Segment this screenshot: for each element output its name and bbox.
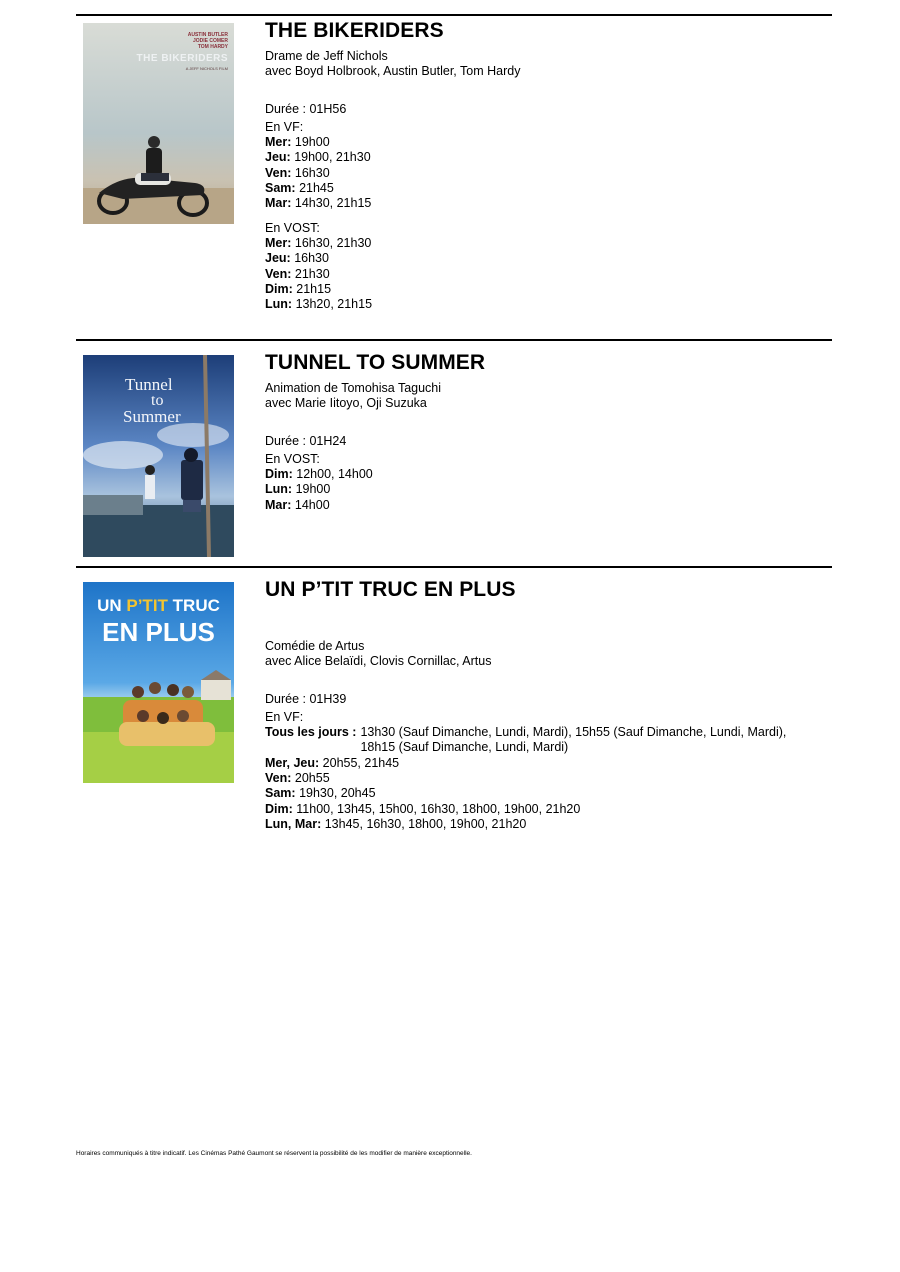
schedule-row [265, 756, 825, 771]
version-label-vf: En VF: [265, 709, 304, 724]
schedule-row [265, 282, 825, 297]
schedule-times: 12h00, 14h00 [296, 467, 373, 482]
schedule-day: Tous les jours : [265, 725, 357, 740]
poster-title-line1 [83, 596, 234, 616]
schedule-row [265, 297, 825, 312]
schedule-row [265, 196, 825, 211]
schedule-times: 13h45, 16h30, 18h00, 19h00, 21h20 [324, 816, 527, 831]
poster-title-ptit: P’TIT [126, 596, 168, 615]
schedule-day: Lun, Mar: [265, 816, 322, 831]
schedule-day: Sam: [265, 786, 296, 801]
disclaimer-footer: Horaires communiqués à titre indicatif. Les Cinémas Pathé Gaumont se réservent la possibilité de les modifier de manière exceptionnelle. [76, 1150, 472, 1157]
poster-byline: A JEFF NICHOLS FILM [185, 66, 228, 71]
schedule-times: 19h00, 21h30 [294, 150, 371, 165]
schedule-times: 13h20, 21h15 [295, 297, 373, 312]
schedule-day: Jeu: [265, 150, 291, 165]
schedule-times: 14h30, 21h15 [294, 196, 372, 211]
schedule-row [265, 150, 825, 165]
schedule-day: Ven: [265, 771, 292, 786]
poster-title-line1: Tunnel [125, 375, 173, 394]
schedule-day: Lun: [265, 482, 293, 497]
schedule-day: Mer: [265, 135, 292, 150]
schedule-row [265, 181, 825, 196]
schedule-day: Ven: [265, 165, 292, 180]
movie-cast: avec Alice Belaïdi, Clovis Cornillac, Artus [265, 654, 492, 669]
schedule-row [265, 166, 825, 181]
divider-rule [76, 339, 832, 341]
schedule-row-everyday [265, 725, 825, 756]
schedule-row [265, 236, 825, 251]
schedule-times: 16h30 [294, 165, 330, 180]
schedule-row [265, 786, 825, 801]
poster-title-line2: EN PLUS [102, 617, 215, 647]
movie-title: UN P’TIT TRUC EN PLUS [265, 578, 516, 601]
schedule-row [265, 498, 825, 513]
schedule-times [360, 725, 786, 756]
divider-rule [76, 566, 832, 568]
schedule-day: Mar: [265, 196, 292, 211]
schedule-times: 21h15 [296, 281, 332, 296]
movie-info-tunnel-to-summer [265, 350, 825, 513]
schedule-row [265, 135, 825, 150]
schedule-times: 19h00 [294, 135, 330, 150]
poster-title-truc: TRUC [167, 596, 220, 615]
poster-title-line2: to [151, 392, 164, 409]
schedule-day: Mer: [265, 235, 292, 250]
poster-title: THE BIKERIDERS [136, 53, 228, 64]
schedule-day: Sam: [265, 181, 296, 196]
schedule-row [265, 817, 825, 832]
movie-info-the-bikeriders [265, 18, 825, 312]
poster-the-bikeriders [83, 23, 234, 224]
schedule-times: 19h30, 20h45 [299, 786, 376, 801]
poster-title-un: UN [97, 596, 127, 615]
schedule-times: 21h45 [299, 181, 334, 196]
movie-cast: avec Boyd Holbrook, Austin Butler, Tom Hardy [265, 64, 521, 79]
schedule-times: 21h30 [294, 266, 330, 281]
schedule-times-line: 13h30 (Sauf Dimanche, Lundi, Mardi), 15h55 (Sauf Dimanche, Lundi, Mardi), [360, 725, 787, 740]
divider-rule [76, 14, 832, 16]
schedule-day: Mar: [265, 497, 292, 512]
movie-duration: Durée : 01H56 [265, 101, 347, 116]
poster-title-line3: Summer [123, 407, 181, 426]
schedule-times: 11h00, 13h45, 15h00, 16h30, 18h00, 19h00, 21h20 [296, 801, 581, 816]
movie-duration: Durée : 01H39 [265, 691, 347, 706]
schedule-day: Mer, Jeu: [265, 755, 320, 770]
schedule-row [265, 251, 825, 266]
schedule-times: 14h00 [294, 497, 330, 512]
schedule-day: Jeu: [265, 251, 291, 266]
version-label-vf: En VF: [265, 119, 304, 134]
schedule-times: 20h55 [294, 771, 330, 786]
schedule-day: Ven: [265, 266, 292, 281]
schedule-row [265, 482, 825, 497]
schedule-times: 16h30 [294, 251, 329, 266]
schedule-day: Dim: [265, 801, 293, 816]
schedule-day: Dim: [265, 281, 293, 296]
movie-title: THE BIKERIDERS [265, 19, 444, 42]
version-label-vost: En VOST: [265, 220, 320, 235]
schedule-times: 16h30, 21h30 [294, 235, 372, 250]
movie-info-un-ptit-truc-en-plus [265, 577, 825, 832]
schedule-times: 19h00 [295, 482, 331, 497]
poster-un-ptit-truc-en-plus [83, 582, 234, 783]
schedule-day: Dim: [265, 467, 293, 482]
schedule-row [265, 467, 825, 482]
version-label-vost: En VOST: [265, 451, 320, 466]
schedule-row [265, 771, 825, 786]
movie-cast: avec Marie Iitoyo, Oji Suzuka [265, 396, 427, 411]
movie-genre: Drame de Jeff Nichols [265, 49, 388, 63]
schedule-times-line: 18h15 (Sauf Dimanche, Lundi, Mardi) [360, 740, 569, 755]
movie-duration: Durée : 01H24 [265, 433, 347, 448]
schedule-day: Lun: [265, 297, 293, 312]
movie-title: TUNNEL TO SUMMER [265, 351, 486, 374]
schedule-row [265, 802, 825, 817]
poster-names: AUSTIN BUTLER JODIE COMER TOM HARDY [187, 32, 228, 50]
schedule-times: 20h55, 21h45 [322, 755, 400, 770]
schedule-row [265, 267, 825, 282]
movie-genre: Animation de Tomohisa Taguchi [265, 381, 442, 395]
poster-tunnel-to-summer [83, 355, 234, 557]
movie-genre: Comédie de Artus [265, 639, 365, 653]
